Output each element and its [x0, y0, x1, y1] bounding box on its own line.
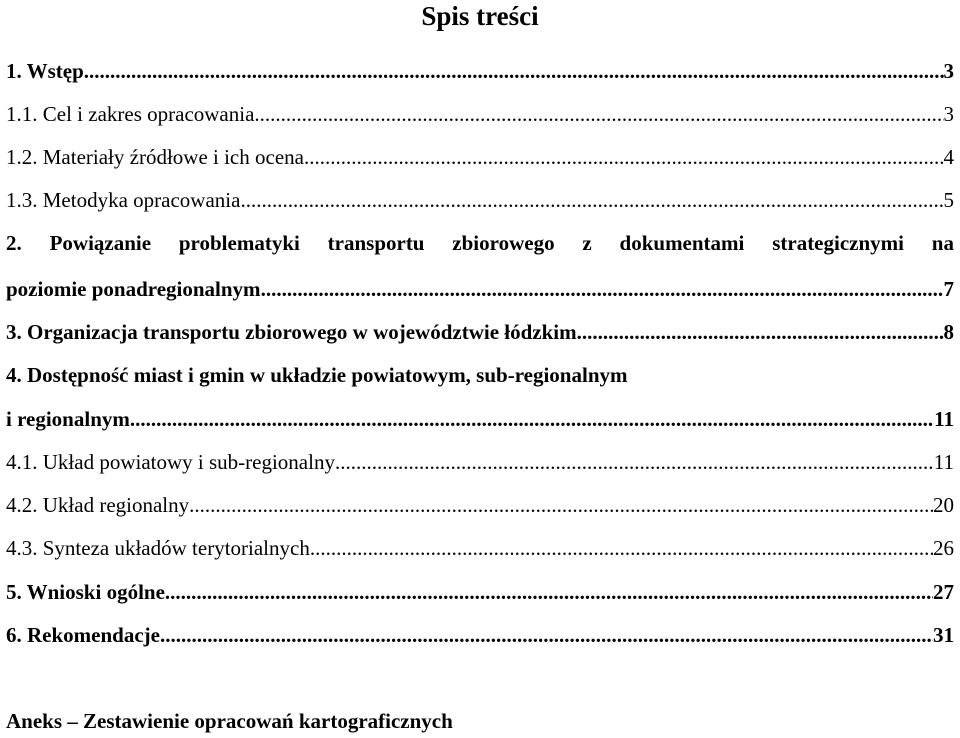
- toc-entry-label: 1.3. Metodyka opracowania: [6, 188, 241, 212]
- toc-entry-4-3[interactable]: [6, 535, 954, 561]
- toc-entry-page: 3: [943, 59, 954, 83]
- toc-entry-page: 31: [933, 623, 954, 647]
- dot-leader: [310, 535, 933, 561]
- dot-leader: [335, 449, 934, 475]
- toc-entry-page: 5: [943, 188, 954, 212]
- toc-entry-label: 1. Wstęp: [6, 59, 84, 83]
- dot-leader: [84, 58, 944, 84]
- dot-leader: [189, 492, 933, 518]
- toc-entry-label: 5. Wnioski ogólne: [6, 580, 165, 604]
- toc-entry-label: 4.3. Synteza układów terytorialnych: [6, 536, 310, 560]
- dot-leader: [304, 144, 944, 170]
- toc-entry-label: 4.1. Układ powiatowy i sub-regionalny: [6, 450, 335, 474]
- toc-entry-1[interactable]: [6, 58, 954, 84]
- toc-entry-label: i regionalnym: [6, 407, 130, 431]
- toc-entry-4-2[interactable]: [6, 492, 954, 518]
- toc-entry-3[interactable]: [6, 319, 954, 345]
- toc-entry-page: 7: [943, 277, 954, 301]
- dot-leader: [261, 276, 944, 302]
- toc-entry-4-1[interactable]: [6, 449, 954, 475]
- toc-entry-1-2[interactable]: [6, 144, 954, 170]
- toc-entry-page: 4: [943, 145, 954, 169]
- toc-entry-page: 11: [933, 450, 954, 474]
- dot-leader: [160, 622, 933, 648]
- toc-entry-label: poziomie ponadregionalnym: [6, 277, 261, 301]
- toc-entry-label: 1.1. Cel i zakres opracowania: [6, 102, 255, 126]
- toc-entry-4-line-1[interactable]: 4. Dostępność miast i gmin w układzie powiatowym, sub-regionalnym: [6, 363, 628, 387]
- toc-entry-page: 27: [933, 580, 954, 604]
- toc-entry-1-1[interactable]: [6, 101, 954, 127]
- toc-entry-2-line-1[interactable]: 2. Powiązanie problematyki transportu zbiorowego z dokumentami strategicznymi na: [6, 231, 954, 255]
- dot-leader: [130, 406, 934, 432]
- toc-entry-label: 6. Rekomendacje: [6, 623, 160, 647]
- toc-entry-label: 4.2. Układ regionalny: [6, 493, 190, 517]
- toc-entry-page: 8: [943, 320, 954, 344]
- toc-entry-page: 11: [934, 407, 954, 431]
- toc-entry-5[interactable]: [6, 579, 954, 605]
- toc-entry-page: 26: [933, 536, 954, 560]
- toc-entry-label: 3. Organizacja transportu zbiorowego w województwie łódzkim: [6, 320, 577, 344]
- dot-leader: [577, 319, 944, 345]
- toc-entry-4[interactable]: [6, 406, 954, 432]
- annex-heading[interactable]: Aneks – Zestawienie opracowań kartograficznych: [6, 709, 453, 733]
- toc-entry-6[interactable]: [6, 622, 954, 648]
- toc-entry-page: 20: [933, 493, 954, 517]
- dot-leader: [240, 187, 943, 213]
- dot-leader: [165, 579, 933, 605]
- dot-leader: [254, 101, 943, 127]
- toc-title: Spis treści: [421, 1, 539, 31]
- toc-entry-1-3[interactable]: [6, 187, 954, 213]
- toc-entry-2[interactable]: [6, 276, 954, 302]
- toc-entry-label: 1.2. Materiały źródłowe i ich ocena: [6, 145, 304, 169]
- toc-entry-page: 3: [943, 102, 954, 126]
